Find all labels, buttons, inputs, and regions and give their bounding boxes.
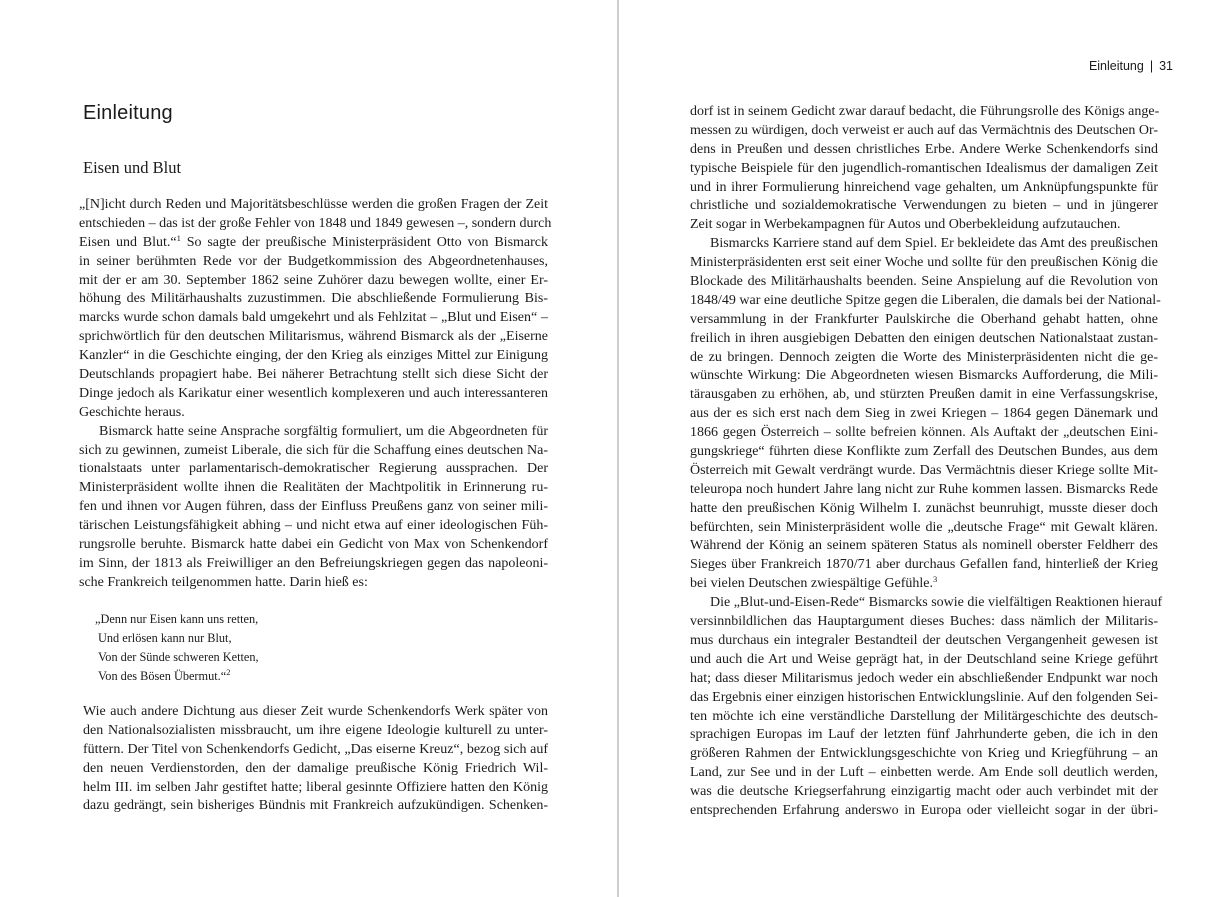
text-segment: das Ergebnis einer einzigen historischen Entwicklungslinie. Auf den folgenden Sei- [690, 689, 1158, 705]
text-segment: Sieges über Frankreich 1870/71 aber durchaus Gefallen fand, hinterließ der Krieg [690, 557, 1158, 573]
footnote-marker: 1 [176, 232, 181, 243]
text-line [79, 574, 548, 593]
text-segment: dens in Preußen und dessen christliches Erbe. Andere Werke Schenkendorfs sind [690, 141, 1158, 157]
text-segment: Kanzler“ in die Geschichte einging, der den Krieg als einziges Mittel zur Einigung [79, 348, 548, 364]
text-segment: helm III. im selben Jahr gestiftet hatte; liberal gesinnte Offiziere hatten den König [83, 779, 548, 795]
text-line [690, 330, 1158, 349]
text-segment: hat; dass dieser Militarismus jedoch weder ein abschließender Endpunkt war noch [690, 670, 1158, 686]
text-line [690, 783, 1158, 802]
text-segment: tärischen Leistungsfähigkeit abhing – und nicht etwa auf einer ideologischen Füh- [79, 518, 548, 534]
text-segment: mit der er am 30. September 1862 seine Zuhörer dazu bewegen wollte, einer Er- [79, 272, 548, 288]
text-segment: aus der es sich erst nach dem Sieg in zwei Kriegen – 1864 gegen Dänemark und [690, 406, 1158, 422]
text-segment: dorf ist in seinem Gedicht zwar darauf bedacht, die Führungsrolle des Königs ange- [690, 104, 1160, 119]
text-segment: und auch die Art und Weise geprägt hat, in der Deutschland seine Kriege geführt [690, 651, 1158, 667]
text-line [690, 443, 1158, 462]
text-line [79, 328, 548, 347]
text-segment: Während der König an seinem späteren Status als nominell oberster Feldherr des [690, 538, 1158, 554]
text-line [79, 196, 548, 215]
poem-line [95, 629, 395, 648]
text-line [79, 385, 548, 404]
text-line [690, 670, 1158, 689]
text-line [690, 519, 1158, 538]
text-segment: versinnbildlichen das Hauptargument dieses Buches: dass nämlich der Militaris- [690, 614, 1158, 630]
text-line [690, 632, 1158, 651]
text-segment: Ministerpräsidenten erst seit einer Woche und sollte für den preußischen König die [690, 255, 1158, 271]
chapter-title: Einleitung [83, 102, 173, 124]
text-line [690, 462, 1158, 481]
text-segment: befürchten, sein Ministerpräsident wolle die „deutsche Frage“ mit Gewalt klären. [690, 519, 1158, 535]
text-segment: 1866 gegen Österreich – sollte befreien können. Als Auftakt der „deutschen Eini- [690, 425, 1158, 441]
text-line [690, 235, 1158, 254]
text-line [690, 651, 1158, 670]
text-segment: größeren Rahmen der Entwicklungsgeschichte von Krieg und Kriegführung – an [690, 746, 1158, 762]
text-line [690, 103, 1158, 122]
text-segment: bei vielen Deutschen zwiespältige Gefühle. [690, 576, 933, 592]
text-segment: sprachigen Europas im Lauf der letzten fünf Jahrhunderte geben, die ich in den [690, 727, 1158, 743]
text-line [690, 386, 1158, 405]
text-line [690, 179, 1158, 198]
right-body-text [690, 103, 1163, 821]
text-line [79, 498, 548, 517]
text-line [79, 479, 548, 498]
text-line [79, 517, 548, 536]
text-line [690, 802, 1158, 821]
text-line [690, 689, 1158, 708]
text-line [79, 309, 548, 328]
text-segment: freilich in ihren ausgiebigen Debatten den einigen deutschen Nationalstaat zustan- [690, 330, 1158, 346]
text-line [690, 311, 1158, 330]
page-gutter-divider [617, 0, 619, 897]
text-segment: und in ihrer Formulierung hinreichend vage gehalten, um Anknüpfungspunkte für [690, 179, 1158, 195]
text-segment: Blockade des Militärhaushalts beenden. Seine Anspielung auf die Revolution von [690, 274, 1158, 290]
text-line [690, 556, 1158, 575]
text-line [79, 215, 552, 234]
text-line [690, 349, 1158, 368]
text-segment: den Nationalsozialisten missbraucht, um ihre eigene Ideologie kulturell zu unter- [83, 722, 548, 738]
text-segment: Eisen und Blut.“ [79, 234, 177, 250]
text-segment: dazu gedrängt, sein bisheriges Bündnis mit Frankreich aufzukündigen. Schenken- [83, 798, 548, 814]
text-segment: typische Beispiele für den jugendlich-romantischen Idealismus der damaligen Zeit [690, 160, 1158, 176]
page-number: 31 [1159, 59, 1173, 73]
text-segment: Bismarck hatte seine Ansprache sorgfältig formuliert, um die Abgeordneten für [99, 423, 548, 439]
text-line [79, 555, 548, 574]
text-segment: „Denn nur Eisen kann uns retten, [95, 612, 259, 626]
right-page [620, 0, 1231, 897]
text-segment: sprichwörtlich für den deutschen Militarismus, während Bismarck als der „Eiserne [79, 329, 548, 345]
poem-line [95, 667, 395, 686]
text-segment: Dinge jedoch als Karikatur einer wesentlich komplexeren und auch interessanteren [79, 385, 548, 401]
poem-line [95, 648, 395, 667]
footnote-marker: 3 [932, 574, 938, 585]
text-segment: 1848/49 war eine deutliche Spitze gegen die Liberalen, die damals bei der National- [690, 292, 1161, 308]
text-line [79, 536, 548, 555]
left-body-text [79, 196, 552, 593]
text-segment: was die deutsche Kriegserfahrung einzigartig macht oder auch verbindet mit der [690, 784, 1158, 800]
text-line [83, 722, 548, 741]
section-title: Eisen und Blut [83, 158, 182, 177]
text-segment: sche Frankreich teilgenommen hatte. Darin hieß es: [79, 574, 368, 590]
text-line [690, 764, 1158, 783]
footnote-marker: 2 [226, 667, 231, 677]
text-line [79, 234, 548, 253]
running-head [620, 59, 1173, 73]
text-line [83, 797, 548, 816]
text-line [690, 122, 1158, 141]
text-segment: Und erlösen kann nur Blut, [98, 631, 232, 645]
text-line [79, 272, 548, 291]
text-line [690, 141, 1158, 160]
text-segment: im Sinn, der 1813 als Freiwilliger an den Befreiungskriegen gegen das napoleoni- [79, 555, 548, 571]
text-line [690, 424, 1158, 443]
text-line [690, 481, 1158, 500]
text-segment: So sagte der preußische Ministerpräsident Otto von Bismarck [180, 234, 548, 250]
text-line [690, 254, 1158, 273]
text-segment: den neuen Verdienstorden, den der damalige preußische König Friedrich Wil- [83, 760, 548, 776]
text-segment: marcks wurde schon damals bald umgekehrt und als Fehlzitat – „Blut und Eisen“ – [79, 310, 548, 326]
poem-line [95, 610, 395, 629]
text-line [79, 366, 548, 385]
text-segment: Ministerpräsident wollte ihnen die Realitäten der Machtpolitik in Erinnerung ru- [79, 480, 548, 496]
left-body-text-continued [83, 703, 548, 816]
text-segment: versammlung in der Frankfurter Paulskirche die Oberhand gehabt hatten, ohne [690, 311, 1158, 327]
text-segment: Die „Blut-und-Eisen-Rede“ Bismarcks sowie die vielfältigen Reaktionen hierauf [710, 595, 1163, 611]
text-line [690, 216, 1158, 235]
text-segment: „[N]icht durch Reden und Majoritätsbeschlüsse werden die großen Fragen der Zeit [79, 197, 548, 212]
text-segment: Deutschlands propagiert habe. Bei näherer Betrachtung stellt sich diese Sicht der [79, 367, 548, 383]
text-segment: entsprechenden Erfahrung anderswo in Europa oder vielleicht sogar in der übri- [690, 802, 1158, 818]
poem-quote [95, 610, 395, 686]
text-line [83, 741, 548, 760]
text-segment: christliche und sozialdemokratische Verwendungen zu bieten – und in jüngerer [690, 198, 1158, 214]
text-line [690, 708, 1158, 727]
text-line [690, 594, 1163, 613]
text-line [79, 347, 548, 366]
text-line [83, 779, 548, 798]
text-line [690, 160, 1158, 179]
text-line [690, 197, 1158, 216]
text-segment: mus durchaus ein integraler Bestandteil der deutschen Vergangenheit gewesen ist [690, 632, 1158, 648]
text-segment: Von des Bösen Übermut.“ [98, 669, 227, 683]
text-segment: teleuropa noch hundert Jahre lang nicht zur Ruhe kommen lassen. Bismarcks Rede [690, 481, 1158, 497]
text-segment: Von der Sünde schweren Ketten, [98, 650, 259, 664]
text-line [79, 404, 548, 423]
text-segment: höhung des Militärhaushalts zuzustimmen. Die abschließende Formulierung Bis- [79, 291, 548, 307]
text-segment: de zu bringen. Dennoch zeigten die Worte des Ministerpräsidenten nicht die ge- [690, 349, 1158, 365]
text-segment: messen zu würdigen, doch verweist er auch auf das Vermächtnis des Deutschen Or- [690, 122, 1158, 138]
text-segment: wünschte Wirkung: Die Abgeordneten wiesen Bismarcks Aufforderung, die Mili- [690, 368, 1158, 384]
text-segment: entschieden – das ist der große Fehler von 1848 und 1849 gewesen –, sondern durch [79, 215, 552, 231]
text-line [79, 290, 548, 309]
text-segment: Zeit sogar in Werbekampagnen für Autos und Oberbekleidung aufzutauchen. [690, 217, 1121, 233]
text-line [690, 575, 1158, 594]
text-segment: ten möchte ich eine verständliche Darstellung der Militärgeschichte des deutsch- [690, 708, 1158, 724]
text-line [690, 292, 1161, 311]
text-segment: Bismarcks Karriere stand auf dem Spiel. Er bekleidete das Amt des preußischen [710, 236, 1158, 252]
running-head-section: Einleitung [1088, 59, 1144, 73]
text-segment: gungskriege“ führten diese Konflikte zum Zerfall des Deutschen Bundes, aus dem [690, 444, 1158, 460]
text-segment: sich zu gewinnen, zumeist Liberale, die sich für die Schaffung eines deutschen Na- [79, 442, 548, 458]
text-line [83, 703, 548, 722]
text-segment: tärausgaben zu erhöhen, ab, und stürzten Preußen damit in eine Verfassungskrise, [690, 387, 1158, 403]
text-line [83, 760, 548, 779]
text-line [690, 537, 1158, 556]
text-line [79, 442, 548, 461]
text-line [79, 423, 548, 442]
text-line [79, 460, 548, 479]
text-line [690, 273, 1158, 292]
text-segment: rungsrolle beruhte. Bismarck hatte dabei ein Gedicht von Max von Schenkendorf [79, 537, 548, 553]
text-line [690, 613, 1158, 632]
text-segment: Österreich mit Gewalt verdrängt wurde. Das Vermächtnis dieser Kriege sollte Mit- [690, 462, 1158, 478]
text-segment: fen und ihnen vor Augen führen, dass der Einfluss Preußens ganz von seiner mili- [79, 499, 548, 515]
text-line [690, 726, 1158, 745]
text-line [690, 500, 1158, 519]
text-segment: Wie auch andere Dichtung aus dieser Zeit wurde Schenkendorfs Werk später von [83, 704, 548, 719]
text-line [79, 253, 548, 272]
text-segment: füttern. Der Titel von Schenkendorfs Gedicht, „Das eiserne Kreuz“, bezog sich auf [83, 741, 548, 757]
text-line [690, 745, 1158, 764]
running-head-separator: | [1149, 59, 1154, 73]
text-segment: Land, zur See und in der Luft – einbetten werde. Am Ende soll deutlich werden, [690, 765, 1158, 781]
text-segment: Geschichte heraus. [79, 404, 185, 420]
text-line [690, 405, 1158, 424]
text-line [690, 367, 1158, 386]
text-segment: in seiner berühmten Rede vor der Budgetkommission des Abgeordnetenhauses, [79, 253, 548, 269]
text-segment: tionalstaats unter parlamentarisch-demokratischer Regierung aussprachen. Der [79, 461, 548, 477]
text-segment: hatte den preußischen König Wilhelm I. zunächst beunruhigt, musste dieser doch [690, 500, 1158, 516]
